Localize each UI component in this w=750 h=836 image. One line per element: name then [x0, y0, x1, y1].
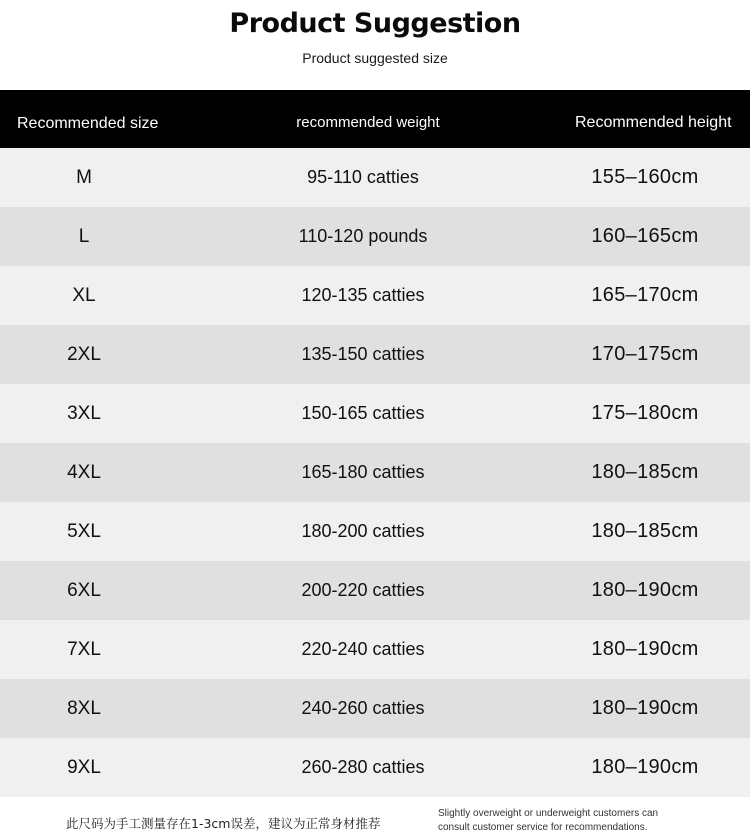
table-row [0, 561, 750, 620]
table-row [0, 266, 750, 325]
height-cell: 170–175cm [591, 343, 699, 365]
table-row [0, 207, 750, 266]
table-row [0, 148, 750, 207]
weight-cell: 150-165 catties [301, 403, 425, 423]
table-row [0, 620, 750, 679]
column-header-weight: recommended weight [296, 114, 440, 131]
weight-cell: 95-110 catties [307, 167, 419, 187]
weight-cell: 120-135 catties [301, 285, 425, 305]
weight-cell: 135-150 catties [301, 344, 425, 364]
size-cell: 2XL [67, 344, 101, 365]
height-cell: 180–190cm [591, 638, 699, 660]
weight-cell: 240-260 catties [301, 698, 425, 718]
column-header-size: Recommended size [17, 115, 159, 132]
height-cell: 160–165cm [591, 225, 699, 247]
weight-cell: 220-240 catties [301, 639, 425, 659]
size-cell: 7XL [67, 639, 101, 660]
size-cell: M [76, 167, 92, 188]
weight-cell: 260-280 catties [301, 757, 425, 777]
footer-notes [0, 797, 750, 836]
weight-cell: 180-200 catties [301, 521, 425, 541]
height-cell: 155–160cm [591, 166, 699, 188]
page-title: Product Suggestion [229, 8, 521, 39]
table-row [0, 443, 750, 502]
page-header [0, 0, 750, 90]
table-row [0, 325, 750, 384]
size-cell: L [78, 226, 90, 247]
size-table-body [0, 148, 750, 797]
weight-cell: 110-120 pounds [298, 226, 428, 246]
customer-service-note: Slightly overweight or underweight customers can consult customer service for recommendations. [438, 808, 659, 833]
table-row [0, 738, 750, 797]
height-cell: 180–190cm [591, 697, 699, 719]
size-cell: 8XL [67, 698, 101, 719]
weight-cell: 200-220 catties [301, 580, 425, 600]
size-cell: 4XL [67, 462, 101, 483]
page-subtitle: Product suggested size [302, 50, 448, 66]
size-cell: 3XL [67, 403, 101, 424]
column-header-height: Recommended height [575, 114, 732, 131]
height-cell: 175–180cm [591, 402, 699, 424]
size-table-header [0, 90, 750, 148]
height-cell: 165–170cm [591, 284, 699, 306]
height-cell: 180–190cm [591, 579, 699, 601]
table-row [0, 502, 750, 561]
measurement-note: 此尺码为手工测量存在1-3cm误差，建议为正常身材推荐 [66, 816, 381, 831]
size-cell: 5XL [67, 521, 101, 542]
size-cell: 9XL [67, 757, 101, 778]
size-cell: 6XL [67, 580, 101, 601]
weight-cell: 165-180 catties [301, 462, 425, 482]
height-cell: 180–190cm [591, 756, 699, 778]
table-row [0, 679, 750, 738]
table-row [0, 384, 750, 443]
height-cell: 180–185cm [591, 461, 699, 483]
size-cell: XL [72, 285, 96, 306]
height-cell: 180–185cm [591, 520, 699, 542]
